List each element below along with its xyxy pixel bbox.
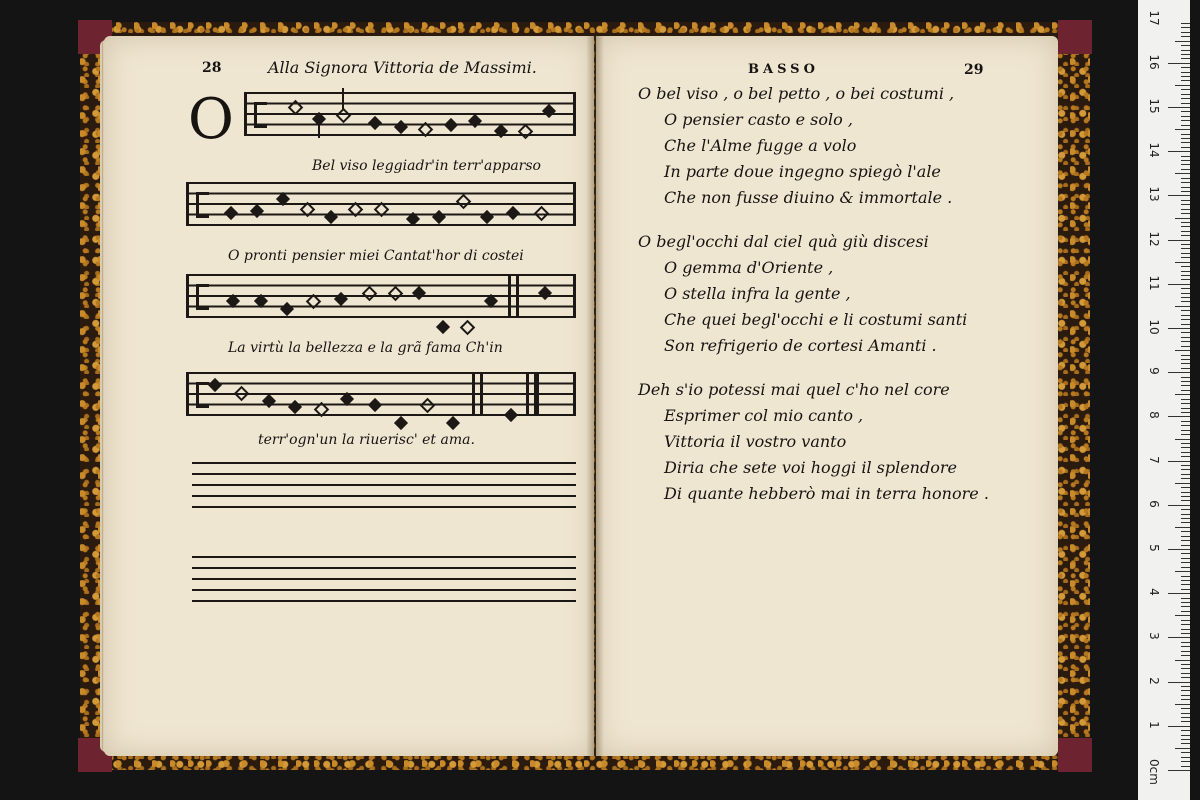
ruler-tick: [1181, 735, 1190, 736]
ruler-tick: [1181, 89, 1190, 90]
stanza-2-line-3: O stella infra la gente ,: [664, 284, 851, 303]
ruler-tick: [1181, 713, 1190, 714]
stanza-1-line-2: O pensier casto e solo ,: [664, 110, 853, 129]
ruler-tick: [1181, 111, 1190, 112]
ruler-tick: [1181, 72, 1190, 73]
ruler-tick: [1181, 558, 1190, 559]
ruler-tick: [1181, 23, 1190, 24]
ruler-tick: [1181, 27, 1190, 28]
ruler-tick: [1181, 244, 1190, 245]
ruler-tick: [1181, 514, 1190, 515]
ruler-tick: [1181, 191, 1190, 192]
ruler-tick: [1181, 385, 1190, 386]
ruler-tick: [1181, 452, 1190, 453]
corner-tab-top-right: [1058, 20, 1092, 54]
ruler-tick: [1181, 686, 1190, 687]
empty-staff-1: [192, 462, 576, 508]
ruler-label: 9: [1147, 367, 1161, 375]
ruler-tick: [1181, 492, 1190, 493]
ruler-tick: [1175, 41, 1190, 42]
ruler-tick: [1175, 394, 1190, 395]
ruler-tick: [1181, 430, 1190, 431]
ruler-tick: [1181, 443, 1190, 444]
ruler-tick: [1175, 748, 1190, 749]
ruler-tick: [1168, 770, 1190, 771]
ruler-tick: [1181, 553, 1190, 554]
stanza-3-line-1: Deh s'io potessi mai quel c'ho nel core: [638, 380, 950, 399]
ruler-tick: [1181, 668, 1190, 669]
stanza-2-line-2: O gemma d'Oriente ,: [664, 258, 834, 277]
ruler-tick: [1181, 761, 1190, 762]
ruler-tick: [1181, 94, 1190, 95]
ruler-tick: [1181, 642, 1190, 643]
ruler-tick: [1181, 469, 1190, 470]
ruler-tick: [1181, 332, 1190, 333]
ruler-tick: [1181, 297, 1190, 298]
ruler-tick: [1181, 651, 1190, 652]
ruler-tick: [1168, 416, 1190, 417]
ruler-tick: [1175, 129, 1190, 130]
ruler-tick: [1181, 368, 1190, 369]
lyric-line-2: O pronti pensier miei Cantat'hor di costei: [228, 248, 524, 264]
ruler-tick: [1175, 173, 1190, 174]
ruler-tick: [1168, 505, 1190, 506]
ruler-label: 17: [1147, 9, 1161, 26]
ruler-tick: [1181, 690, 1190, 691]
ruler-tick: [1181, 576, 1190, 577]
ruler-tick: [1175, 439, 1190, 440]
left-running-head: Alla Signora Vittoria de Massimi.: [268, 58, 537, 77]
ruler-label: 15: [1147, 98, 1161, 114]
ruler-tick: [1181, 584, 1190, 585]
ruler-tick: [1181, 36, 1190, 37]
ruler-tick: [1181, 531, 1190, 532]
ruler-tick: [1181, 540, 1190, 541]
ruler-tick: [1181, 646, 1190, 647]
ruler-tick: [1175, 218, 1190, 219]
left-page-number: 28: [202, 60, 222, 76]
ruler-tick: [1175, 615, 1190, 616]
corner-tab-bottom-right: [1058, 738, 1092, 772]
ruler-tick: [1181, 695, 1190, 696]
ruler-tick: [1181, 147, 1190, 148]
ruler-tick: [1181, 45, 1190, 46]
ruler-tick: [1181, 598, 1190, 599]
ruler-tick: [1181, 315, 1190, 316]
ruler-label: 12: [1147, 230, 1161, 247]
decorated-initial: O: [188, 87, 234, 152]
ruler-label: 16: [1147, 54, 1161, 70]
ruler-tick: [1181, 421, 1190, 422]
ruler-tick: [1168, 726, 1190, 727]
ruler-tick: [1181, 545, 1190, 546]
ruler-tick: [1181, 363, 1190, 364]
stanza-3-line-2: Esprimer col mio canto ,: [664, 406, 864, 425]
ruler-tick: [1168, 372, 1190, 373]
ruler-tick: [1181, 664, 1190, 665]
ruler-tick: [1181, 231, 1190, 232]
ruler-tick: [1181, 275, 1190, 276]
ruler-tick: [1181, 310, 1190, 311]
ruler-label: 13: [1147, 186, 1161, 203]
ruler-tick: [1168, 637, 1190, 638]
ruler-tick: [1181, 76, 1190, 77]
ruler-tick: [1175, 85, 1190, 86]
ruler-tick: [1181, 337, 1190, 338]
ruler-tick: [1181, 58, 1190, 59]
ruler-tick: [1181, 766, 1190, 767]
ruler-tick: [1181, 412, 1190, 413]
ruler-tick: [1181, 580, 1190, 581]
ruler-label: 11: [1147, 275, 1161, 291]
ruler-tick: [1181, 699, 1190, 700]
ruler-tick: [1181, 67, 1190, 68]
ruler-tick: [1181, 478, 1190, 479]
ruler-tick: [1181, 116, 1190, 117]
ruler-tick: [1181, 125, 1190, 126]
ruler-tick: [1181, 355, 1190, 356]
stanza-1-line-5: Che non fusse diuino & immortale .: [664, 188, 953, 207]
ruler-tick: [1181, 633, 1190, 634]
ruler-tick: [1181, 602, 1190, 603]
ruler-tick: [1181, 496, 1190, 497]
ruler-tick: [1181, 673, 1190, 674]
ruler-label: 1: [1147, 720, 1161, 729]
ruler-tick: [1181, 655, 1190, 656]
ruler-tick: [1181, 138, 1190, 139]
stanza-2-line-5: Son refrigerio de cortesi Amanti .: [664, 336, 937, 355]
ruler-tick: [1181, 50, 1190, 51]
ruler-tick: [1175, 483, 1190, 484]
ruler-tick: [1181, 200, 1190, 201]
ruler-tick: [1181, 447, 1190, 448]
ruler-tick: [1181, 456, 1190, 457]
ruler-tick: [1181, 120, 1190, 121]
ruler-label: 3: [1147, 632, 1161, 641]
lyric-line-4: terr'ogn'un la riuerisc' et ama.: [258, 432, 475, 448]
ruler-tick: [1181, 589, 1190, 590]
ruler-tick: [1181, 288, 1190, 289]
ruler-tick: [1168, 240, 1190, 241]
ruler-tick: [1181, 757, 1190, 758]
ruler-tick: [1181, 474, 1190, 475]
ruler-tick: [1181, 708, 1190, 709]
ruler-label: 8: [1147, 411, 1161, 420]
ruler-tick: [1181, 390, 1190, 391]
stanza-3-line-4: Diria che sete voi hoggi il splendore: [664, 458, 957, 477]
empty-staff-2: [192, 556, 576, 602]
stanza-2-line-4: Che quei begl'occhi e li costumi santi: [664, 310, 968, 329]
ruler-tick: [1181, 182, 1190, 183]
ruler-tick: [1168, 593, 1190, 594]
ruler-tick: [1181, 301, 1190, 302]
ruler-tick: [1175, 660, 1190, 661]
ruler-tick: [1181, 536, 1190, 537]
ruler-tick: [1181, 465, 1190, 466]
ruler-tick: [1181, 164, 1190, 165]
ruler-tick: [1181, 487, 1190, 488]
music-staff-2: [186, 182, 576, 226]
ruler-tick: [1175, 306, 1190, 307]
ruler-tick: [1181, 103, 1190, 104]
ruler-label: 4: [1147, 588, 1161, 596]
ruler-tick: [1181, 730, 1190, 731]
ruler-tick: [1181, 293, 1190, 294]
ruler-tick: [1168, 195, 1190, 196]
ruler-tick: [1181, 359, 1190, 360]
ruler-label: 6: [1147, 499, 1161, 508]
ruler-tick: [1181, 209, 1190, 210]
stanza-1-line-4: In parte doue ingegno spiegò l'ale: [664, 162, 941, 181]
ruler-tick: [1168, 461, 1190, 462]
ruler-tick: [1181, 187, 1190, 188]
ruler-tick: [1181, 204, 1190, 205]
ruler-tick: [1181, 425, 1190, 426]
ruler-tick: [1181, 160, 1190, 161]
music-staff-3: [186, 274, 576, 318]
ruler-tick: [1181, 752, 1190, 753]
ruler-tick: [1181, 381, 1190, 382]
ruler-tick: [1181, 717, 1190, 718]
ruler-label: 7: [1147, 455, 1161, 464]
ruler-tick: [1181, 399, 1190, 400]
ruler-tick: [1181, 341, 1190, 342]
ruler-tick: [1181, 500, 1190, 501]
ruler-tick: [1168, 549, 1190, 550]
ruler-tick: [1175, 571, 1190, 572]
ruler-tick: [1181, 377, 1190, 378]
ruler-label: 14: [1147, 142, 1161, 158]
ruler-tick: [1181, 408, 1190, 409]
ruler-tick: [1181, 606, 1190, 607]
ruler-tick: [1181, 32, 1190, 33]
ruler-tick: [1181, 677, 1190, 678]
ruler-tick: [1181, 324, 1190, 325]
ruler-tick: [1175, 704, 1190, 705]
ruler-tick: [1181, 567, 1190, 568]
ruler-tick: [1181, 271, 1190, 272]
ruler-tick: [1181, 98, 1190, 99]
ruler-tick: [1181, 403, 1190, 404]
ruler-tick: [1181, 279, 1190, 280]
ruler-tick: [1168, 107, 1190, 108]
ruler-tick: [1181, 743, 1190, 744]
ruler-label: 10: [1147, 319, 1161, 335]
ruler-tick: [1181, 80, 1190, 81]
ruler-tick: [1175, 350, 1190, 351]
ruler-tick: [1181, 213, 1190, 214]
ruler-tick: [1181, 434, 1190, 435]
ruler-tick: [1168, 63, 1190, 64]
ruler-label: 0cm: [1147, 759, 1161, 785]
stanza-3-line-5: Di quante hebberò mai in terra honore .: [664, 484, 989, 503]
ruler-tick: [1175, 262, 1190, 263]
ruler-tick: [1181, 257, 1190, 258]
ruler-tick: [1181, 54, 1190, 55]
ruler-tick: [1168, 682, 1190, 683]
ruler-tick: [1181, 620, 1190, 621]
ruler-tick: [1181, 266, 1190, 267]
stanza-2-line-1: O begl'occhi dal ciel quà giù discesi: [638, 232, 929, 251]
stanza-1-line-1: O bel viso , o bel petto , o bei costumi ,: [638, 84, 955, 103]
ruler-tick: [1181, 319, 1190, 320]
ruler-tick: [1181, 629, 1190, 630]
ruler-tick: [1181, 739, 1190, 740]
ruler-tick: [1181, 169, 1190, 170]
ruler-label: 2: [1147, 676, 1161, 685]
ruler-tick: [1181, 624, 1190, 625]
ruler-tick: [1181, 222, 1190, 223]
ruler-tick: [1181, 346, 1190, 347]
ruler-tick: [1181, 248, 1190, 249]
ruler-tick: [1181, 721, 1190, 722]
ruler-tick: [1181, 134, 1190, 135]
ruler-tick: [1168, 284, 1190, 285]
ruler-tick: [1175, 527, 1190, 528]
right-page-number: 29: [964, 62, 984, 78]
ruler-tick: [1181, 562, 1190, 563]
ruler-tick: [1168, 328, 1190, 329]
ruler-tick: [1181, 518, 1190, 519]
ruler-tick: [1181, 142, 1190, 143]
ruler-tick: [1181, 253, 1190, 254]
music-staff-4: [186, 372, 576, 416]
book-gutter: [586, 36, 604, 756]
ruler-tick: [1181, 235, 1190, 236]
ruler-tick: [1181, 226, 1190, 227]
ruler-tick: [1168, 151, 1190, 152]
part-name: BASSO: [748, 62, 819, 77]
ruler-tick: [1181, 509, 1190, 510]
music-staff-1: [244, 92, 576, 136]
stanza-1-line-3: Che l'Alme fugge a volo: [664, 136, 857, 155]
ruler-tick: [1181, 156, 1190, 157]
lyric-line-1: Bel viso leggiadr'in terr'apparso: [312, 158, 541, 174]
ruler-tick: [1181, 611, 1190, 612]
lyric-line-3: La virtù la bellezza e la grã fama Ch'in: [228, 340, 503, 356]
stanza-3-line-3: Vittoria il vostro vanto: [664, 432, 847, 451]
ruler-tick: [1181, 522, 1190, 523]
ruler-label: 5: [1147, 544, 1161, 552]
measuring-ruler: [1138, 0, 1190, 800]
ruler-tick: [1181, 178, 1190, 179]
